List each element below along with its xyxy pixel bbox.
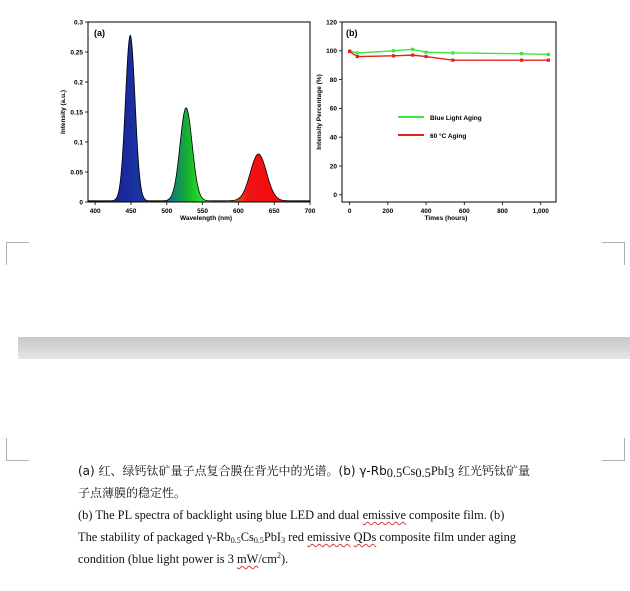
caption-text: ).	[280, 552, 289, 566]
chart-a-xtick-label: 450	[125, 208, 137, 215]
chart-a	[56, 12, 320, 230]
chart-a-ytick-label: 0	[79, 199, 83, 207]
chart-b-xtick-label: 400	[420, 208, 432, 215]
chart-b	[306, 12, 570, 230]
chart-b-xtick-label: 800	[497, 208, 508, 215]
series-1-point	[348, 50, 351, 53]
series-1-point	[520, 59, 523, 62]
page-corner-mark	[6, 438, 29, 461]
caption-text: composite film. (b)	[405, 508, 505, 522]
caption-en-line-3	[78, 548, 618, 570]
chart-b-xtick-label: 1,000	[532, 208, 549, 215]
series-1-point	[424, 55, 427, 58]
chart-b-xtick-label: 0	[347, 208, 352, 215]
series-0-point	[520, 52, 523, 55]
chart-b-ytick-label: 120	[326, 19, 337, 27]
caption-text: red	[285, 530, 308, 544]
chart-b-ytick-label: 40	[329, 134, 337, 142]
chart-b-legend	[398, 115, 482, 140]
series-0-point	[424, 51, 427, 54]
chart-b-xlabel: Times (hours)	[424, 215, 468, 222]
chart-b-ytick-label: 80	[329, 76, 337, 84]
caption-text: PbI	[263, 530, 282, 544]
series-0-point	[392, 49, 395, 52]
page-corner-mark	[602, 242, 625, 265]
series-0-point	[411, 48, 414, 51]
caption-text: The stability of packaged γ-Rb	[78, 530, 231, 544]
chart-a-xtick-label: 700	[304, 208, 316, 215]
caption-en-line-2	[78, 526, 618, 548]
caption-text: Cs	[402, 464, 416, 478]
caption-zh-line-2	[78, 482, 618, 504]
chart-a-ylabel: Intensity (a.u.)	[60, 89, 67, 135]
chart-b-ylabel: Intensity Percentage (%)	[316, 74, 323, 150]
chart-a-ytick-label: 0.15	[70, 109, 83, 117]
chart-a-ytick-label: 0.2	[73, 79, 83, 87]
chart-a-panel-label: (a)	[94, 28, 105, 38]
chart-b-ytick-label: 20	[329, 163, 337, 171]
chart-b-xtick-label: 200	[382, 208, 394, 215]
chart-a-ytick-label: 0.3	[73, 19, 83, 27]
chart-a-xlabel: Wavelength (nm)	[179, 215, 233, 222]
chart-b-panel-label: (b)	[346, 28, 358, 38]
series-0-point	[451, 51, 454, 54]
chart-a-ytick-label: 0.05	[70, 169, 83, 177]
chart-a-xtick-label: 650	[268, 208, 280, 215]
series-1-point	[356, 55, 359, 58]
caption-text: (b) The PL spectra of backlight using blue LED and dual	[78, 508, 363, 522]
spectrum-area	[88, 35, 310, 202]
caption-sub: 0.5	[386, 466, 403, 480]
series-1-point	[451, 59, 454, 62]
caption-text: 红光钙钛矿量	[454, 464, 531, 478]
caption-text: PbI	[430, 464, 449, 478]
chart-a-ytick-label: 0.1	[73, 139, 83, 147]
series-line-0	[350, 49, 549, 54]
caption-sup: 2	[276, 550, 281, 560]
caption-spell-flag: emissive	[362, 508, 406, 522]
caption-text: 子点薄膜的稳定性。	[78, 486, 187, 500]
caption-zh-line-1	[78, 460, 618, 482]
page-corner-mark	[602, 438, 625, 461]
chart-b-ytick-label: 100	[326, 48, 337, 56]
caption-text: /cm	[258, 552, 277, 566]
caption-text: composite film under aging	[376, 530, 517, 544]
chart-a-xtick-label: 550	[197, 208, 209, 215]
page-break-gap	[18, 337, 630, 359]
caption-spell-flag: emissive	[307, 530, 351, 544]
chart-b-frame	[342, 22, 556, 202]
legend-label-60c: 60 °C Aging	[430, 133, 467, 140]
caption-text: condition (blue light power is 3	[78, 552, 237, 566]
caption-en-line-1	[78, 504, 618, 526]
caption-text: Cs	[240, 530, 254, 544]
chart-a-xtick-label: 500	[161, 208, 173, 215]
caption-spell-flag: mW	[237, 552, 259, 566]
caption-sub: 3	[281, 536, 286, 545]
caption-sub: 3	[448, 466, 455, 480]
chart-a-xtick-label: 600	[232, 208, 244, 215]
caption-sub: 0.5	[230, 536, 241, 545]
legend-label-blue-light: Blue Light Aging	[430, 115, 482, 122]
series-1-point	[547, 59, 550, 62]
caption-sub: 0.5	[415, 466, 431, 480]
caption-text: (a) 红、绿钙钛矿量子点复合膜在背光中的光谱。(b) γ-Rb	[78, 464, 387, 478]
chart-b-xtick-label: 600	[458, 208, 470, 215]
chart-b-ytick-label: 60	[329, 105, 337, 113]
caption-sub: 0.5	[253, 536, 264, 545]
page-corner-mark	[6, 242, 29, 265]
series-1-point	[411, 54, 414, 57]
series-0-point	[356, 51, 359, 54]
chart-a-ytick-label: 0.25	[70, 49, 83, 57]
chart-b-ytick-label: 0	[333, 192, 337, 200]
figure-caption	[78, 460, 618, 570]
chart-a-xtick-label: 400	[89, 208, 101, 215]
series-0-point	[547, 53, 550, 56]
series-1-point	[392, 54, 395, 57]
caption-spell-flag: QDs	[353, 530, 377, 544]
